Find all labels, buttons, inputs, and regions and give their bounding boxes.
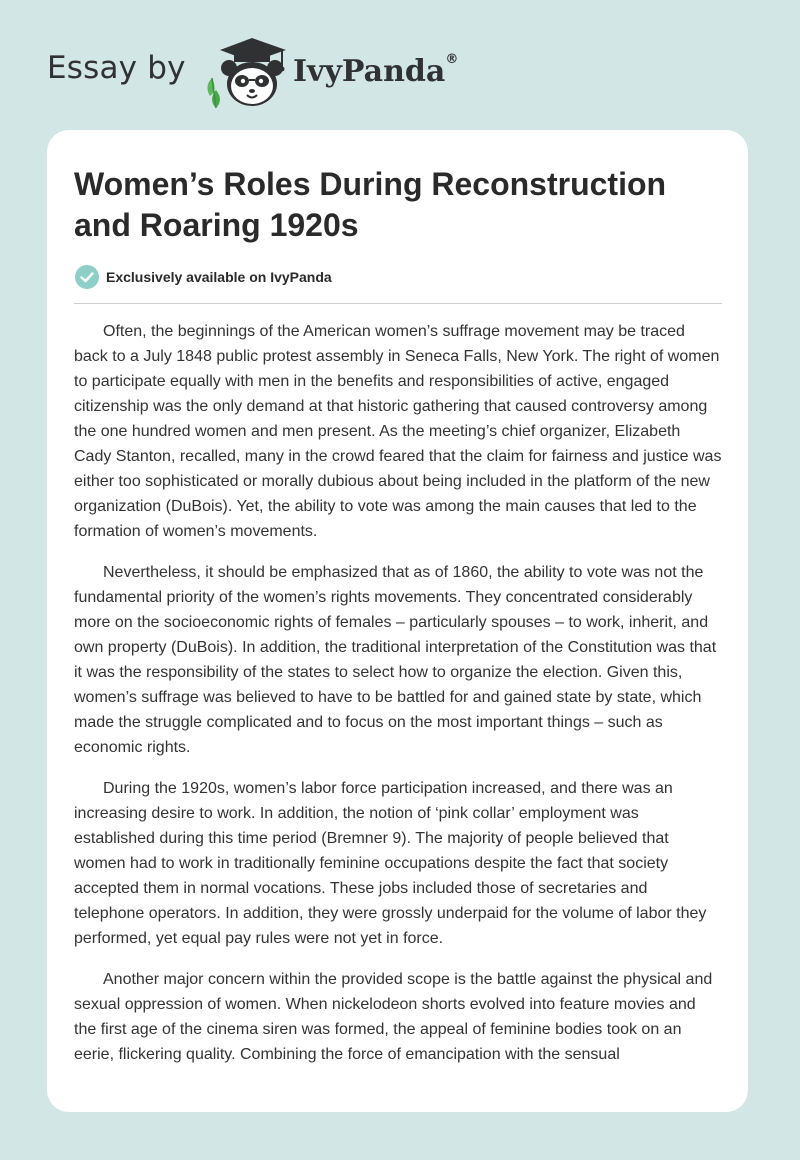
essay-card	[47, 130, 748, 1112]
panda-graduate-logo-icon[interactable]	[198, 34, 294, 110]
essay-title: Women’s Roles During Reconstruction and Roaring 1920s	[74, 166, 667, 243]
essay-paragraph: Another major concern within the provided scope is the battle against the physical and sexual oppression of women. When nickelodeon shorts evolved into feature movies and the first age of the cinema siren was formed, the appeal of feminine bodies took on an eerie, flickering quality. Combining the force of emancipation with the sensual	[74, 971, 713, 1063]
essay-paragraph: During the 1920s, women’s labor force participation increased, and there was an increasing desire to work. In addition, the notion of ‘pink collar’ employment was established during this time period (Bremner 9). The majority of people believed that women had to work in traditionally feminine occupations despite the fact that society accepted them in normal vocations. These jobs included those of secretaries and telephone operators. In addition, they were grossly underpaid for the volume of labor they performed, yet equal pay rules were not yet in force.	[74, 780, 707, 947]
exclusive-badge	[74, 264, 332, 290]
brand-prefix: Essay by	[47, 50, 186, 86]
registered-mark: ®	[445, 52, 459, 67]
essay-paragraph: Often, the beginnings of the American women’s suffrage movement may be traced back to a July 1848 public protest assembly in Seneca Falls, New York. The right of women to participate equally with men in the benefits and responsibilities of active, engaged citizenship was the only demand at that historic gathering that caused controversy among the one hundred women and men present. As the meeting’s chief organizer, Elizabeth Cady Stanton, recalled, many in the crowd feared that the claim for fairness and justice was either too sophisticated or morally dubious about being included in the platform of the new organization (DuBois). Yet, the ability to vote was among the main causes that led to the formation of women’s movements.	[74, 323, 722, 540]
check-circle-icon	[74, 264, 100, 290]
essay-paragraph: Nevertheless, it should be emphasized that as of 1860, the ability to vote was not the fundamental priority of the women’s rights movements. They concentrated considerably more on the socioeconomic rights of females – particularly spouses – to work, inherit, and own property (DuBois). In addition, the traditional interpretation of the Constitution was that it was the responsibility of the states to select how to organize the election. Given this, women’s suffrage was believed to have to be battled for and gained state by state, which made the struggle complicated and to focus on the most important things – such as economic rights.	[74, 564, 717, 756]
site-header	[0, 0, 800, 130]
title-divider	[74, 303, 722, 304]
essay-body	[74, 319, 722, 1083]
exclusive-badge-label: Exclusively available on IvyPanda	[106, 269, 332, 285]
brand-name[interactable]: IvyPanda®	[293, 52, 459, 89]
